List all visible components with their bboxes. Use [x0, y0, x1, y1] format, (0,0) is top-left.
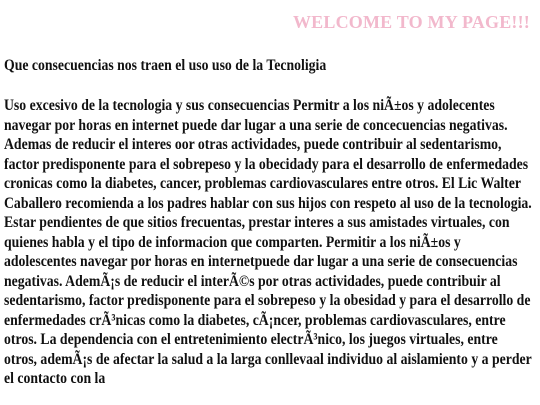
welcome-heading: WELCOME TO MY PAGE!!!	[292, 12, 530, 32]
article-body: Uso excesivo de la tecnologia y sus consecuencias Permitr a los niÃ±os y adolecentes navegar por horas en internet puede dar lugar a una serie de concecuencias negativas. Ademas de reducir el interes oor otras actividades, puede contribuir al sedentarismo, factor predisponente para el sobrepeso y la obecidady para el desarrollo de enfermedades cronicas como la diabetes, cancer, problemas cardiovasculares entre otros. El Lic Walter Caballero recomienda a los padres hablar con sus hijos con respeto al uso de la tecnologia. Estar pendientes de que sitios frecuentas, prestar interes a sus amistades virtuales, con quienes habla y el tipo de informacion que comparten. Permitir a los niÃ±os y adolescentes navegar por horas en internetpuede dar lugar a una serie de consecuencias negativas. AdemÃ¡s de reducir el interÃ©s por otras actividades, puede contribuir al sedentarismo, factor predisponente para el sobrepeso y la obesidad y para el desarrollo de enfermedades crÃ³nicas como la diabetes, cÃ¡ncer, problemas cardiovasculares, entre otros. La dependencia con el entretenimiento electrÃ³nico, los juegos virtuales, entre otros, ademÃ¡s de afectar la salud a la larga conllevaal individuo al aislamiento y a perder el contacto con la	[4, 97, 532, 387]
article-title: Que consecuencias nos traen el uso uso de la Tecnoligia	[4, 57, 327, 74]
